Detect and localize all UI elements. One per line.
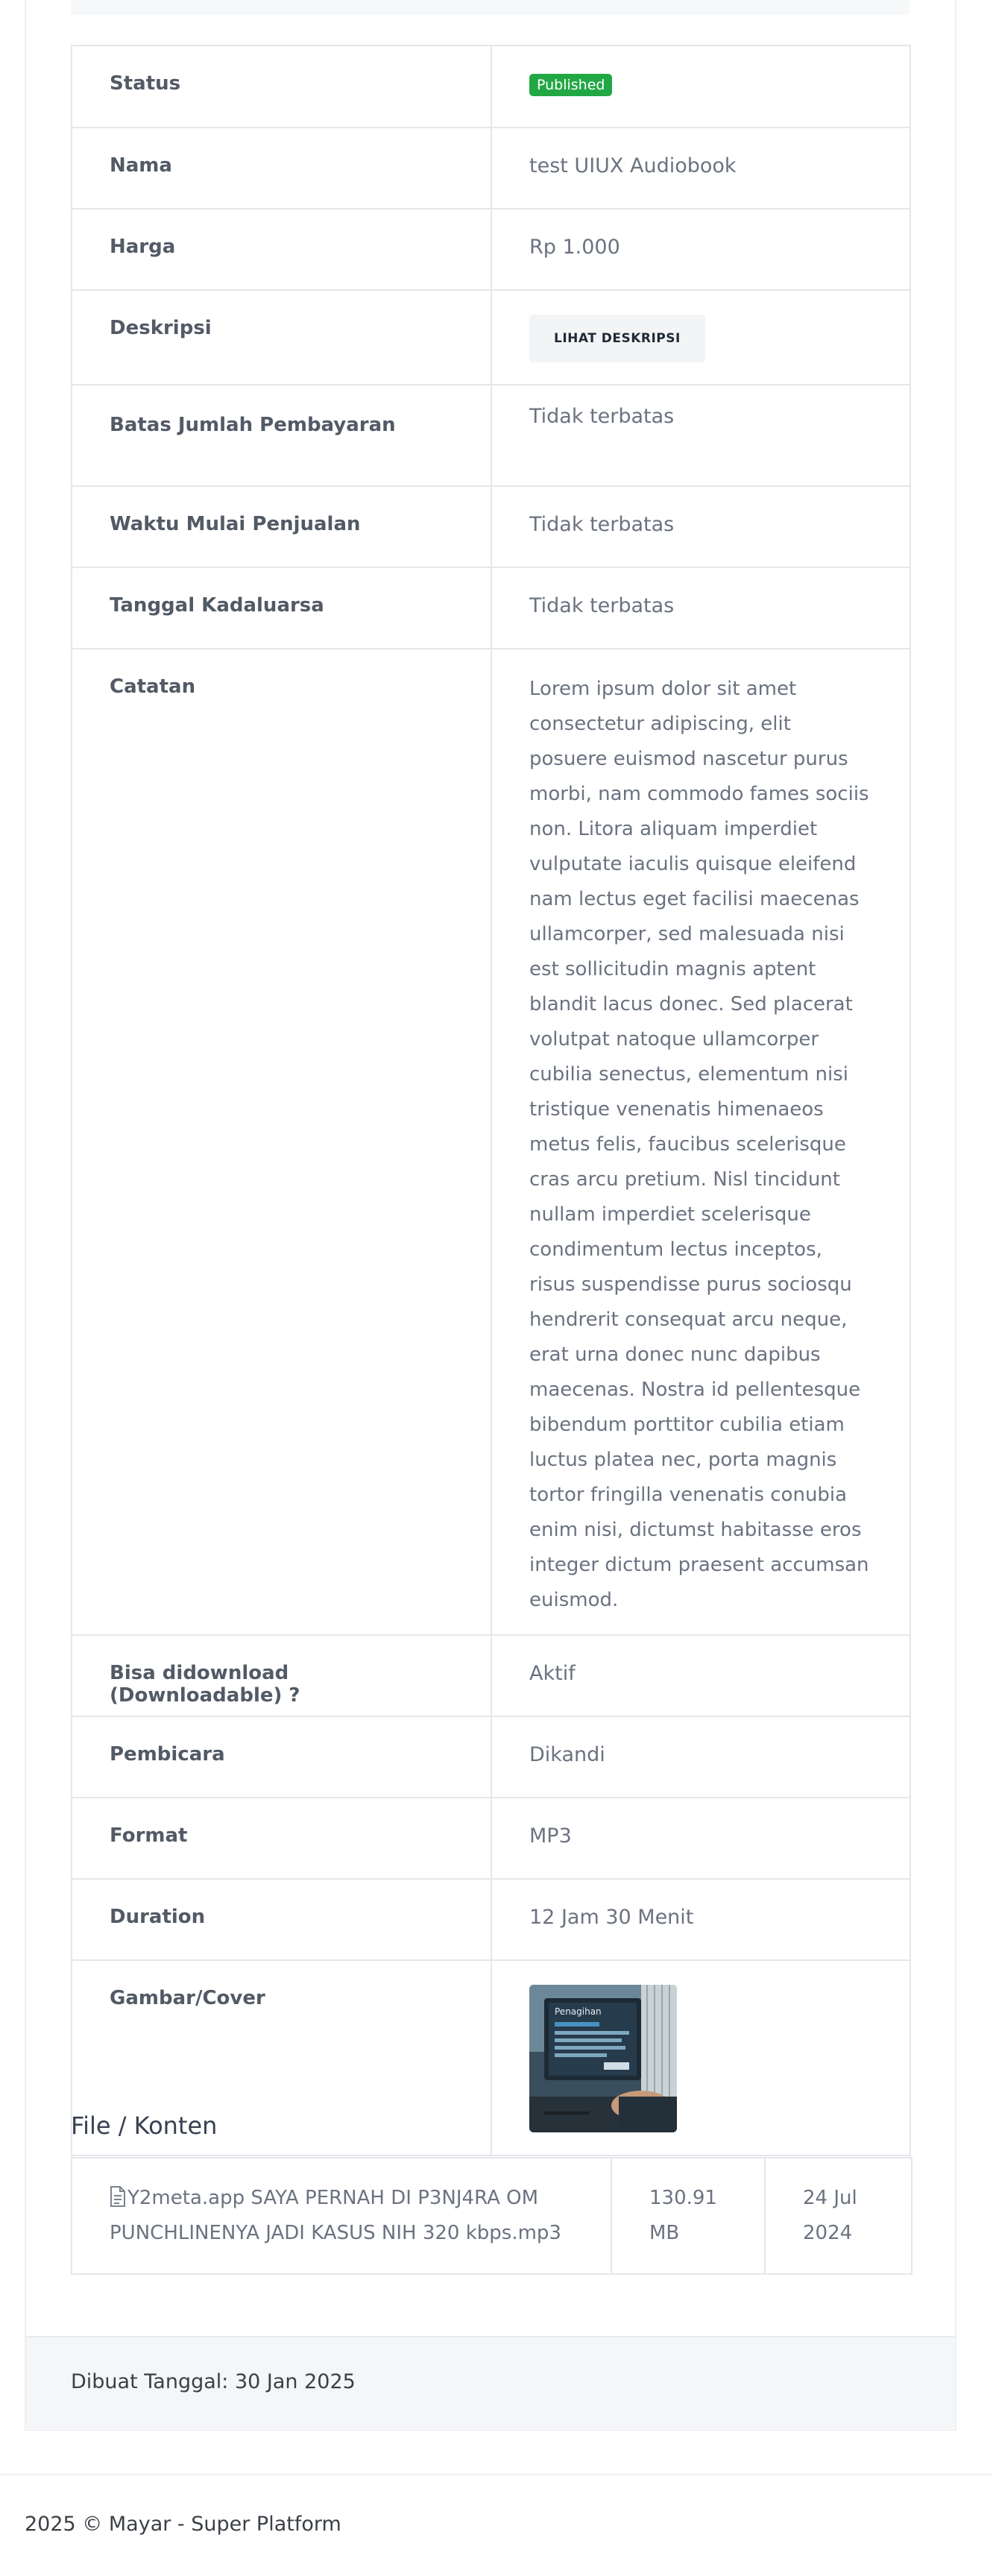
table-row [72, 1716, 910, 1798]
created-date: Dibuat Tanggal: 30 Jan 2025 [71, 2370, 356, 2393]
format-label: Format [72, 1798, 491, 1879]
files-table [71, 2157, 912, 2275]
duration-value: 12 Jam 30 Menit [491, 1879, 910, 1960]
downloadable-value: Aktif [491, 1635, 910, 1716]
tanggal-value: Tidak terbatas [491, 567, 910, 649]
product-detail-table [71, 45, 911, 2156]
batas-label: Batas Jumlah Pembayaran [72, 385, 491, 486]
table-row [72, 209, 910, 290]
deskripsi-label: Deskripsi [72, 290, 491, 385]
table-row [72, 649, 910, 1635]
catatan-value: Lorem ipsum dolor sit amet consectetur adipiscing, elit posuere euismod nascetur purus morbi, nam commodo fames sociis non. Litora aliquam imperdiet vulputate iaculis quisque eleifend nam lectus eget facilisi maecenas ullamcorper, sed malesuada nisi est sollicitudin magnis aptent blandit lacus donec. Sed placerat volutpat natoque ullamcorper cubilia senectus, elementum nisi tristique venenatis himenaeos metus felis, faucibus scelerisque cras arcu pretium. Nisl tincidunt nullam imperdiet scelerisque condimentum lectus inceptos, risus suspendisse purus sociosqu hendrerit consequat arcu neque, erat urna donec nunc dapibus maecenas. Nostra id pellentesque bibendum porttitor cubilia etiam luctus platea nec, porta magnis tortor fringilla venenatis conubia enim nisi, dictumst habitasse eros integer dictum praesent accumsan euismod. [491, 649, 910, 1635]
table-row [72, 1798, 910, 1879]
table-row [72, 1635, 910, 1716]
card-header-strip [71, 0, 910, 15]
table-row [72, 2158, 912, 2274]
lihat-deskripsi-button[interactable]: LIHAT DESKRIPSI [529, 315, 705, 362]
file-icon [110, 2186, 126, 2207]
page-divider [0, 2474, 993, 2475]
nama-value: test UIUX Audiobook [491, 127, 910, 209]
card-footer [26, 2336, 955, 2428]
catatan-label: Catatan [72, 649, 491, 1635]
svg-text:Penagihan: Penagihan [555, 2006, 602, 2017]
downloadable-label: Bisa didownload (Downloadable) ? [72, 1635, 491, 1716]
files-section-title: File / Konten [71, 2111, 218, 2140]
pembicara-value: Dikandi [491, 1716, 910, 1798]
table-row [72, 567, 910, 649]
waktu-value: Tidak terbatas [491, 486, 910, 567]
file-date: 24 Jul 2024 [765, 2158, 912, 2274]
file-size: 130.91 MB [611, 2158, 765, 2274]
cover-label: Gambar/Cover [72, 1960, 491, 2155]
table-row [72, 486, 910, 567]
table-row [72, 1879, 910, 1960]
table-row [72, 45, 910, 127]
table-row [72, 385, 910, 486]
tanggal-label: Tanggal Kadaluarsa [72, 567, 491, 649]
status-label: Status [72, 45, 491, 127]
duration-label: Duration [72, 1879, 491, 1960]
waktu-label: Waktu Mulai Penjualan [72, 486, 491, 567]
copyright: 2025 © Mayar - Super Platform [25, 2513, 341, 2536]
file-name-cell[interactable] [72, 2158, 611, 2274]
table-row [72, 290, 910, 385]
harga-value: Rp 1.000 [491, 209, 910, 290]
cover-image[interactable] [529, 1985, 677, 2132]
file-name: Y2meta.app SAYA PERNAH DI P3NJ4RA OM PUNCHLINENYA JADI KASUS NIH 320 kbps.mp3 [110, 2187, 561, 2244]
harga-label: Harga [72, 209, 491, 290]
pembicara-label: Pembicara [72, 1716, 491, 1798]
format-value: MP3 [491, 1798, 910, 1879]
batas-value: Tidak terbatas [491, 385, 910, 486]
nama-label: Nama [72, 127, 491, 209]
status-badge: Published [529, 74, 612, 96]
table-row [72, 127, 910, 209]
